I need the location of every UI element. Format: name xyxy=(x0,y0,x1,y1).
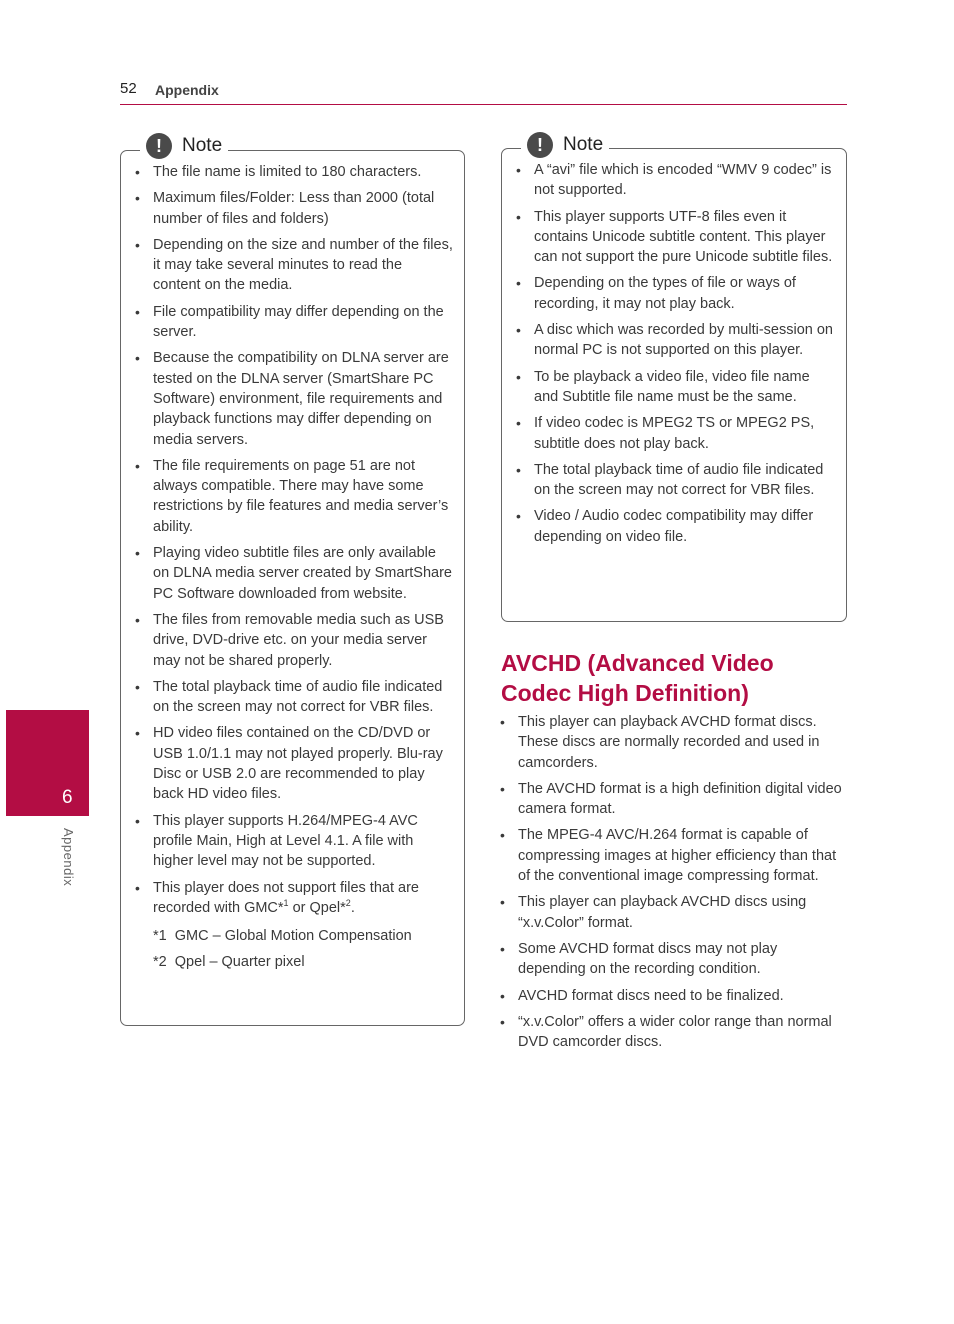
avchd-list xyxy=(500,712,846,1052)
header-section-title: Appendix xyxy=(155,82,219,98)
note-right-heading xyxy=(521,132,609,158)
list-item: • The AVCHD format is a high definition digital video camera format. xyxy=(500,780,842,818)
list-item: • This player supports H.264/MPEG-4 AVC profile Main, High at Level 4.1. A file with higher level may not be supported. xyxy=(135,812,418,870)
list-item: • HD video files contained on the CD/DVD or USB 1.0/1.1 may not played properly. Blu-ray Disc or USB 2.0 are recommended to play back HD video files. xyxy=(135,725,443,803)
list-item: • This player can playback AVCHD discs using “x.v.Color” format. xyxy=(500,894,807,931)
note-left-content xyxy=(135,162,453,972)
list-item: • A “avi” file which is encoded “WMV 9 codec” is not supported. xyxy=(516,162,832,199)
list-item: • To be playback a video file, video file name and Subtitle file name must be the same. xyxy=(516,368,810,405)
list-item: • “x.v.Color” offers a wider color range than normal DVD camcorder discs. xyxy=(500,1013,832,1051)
footnote-qpel: *2 Qpel – Quarter pixel xyxy=(153,954,305,971)
list-item: • Video / Audio codec compatibility may differ depending on video file. xyxy=(516,508,814,545)
avchd-content xyxy=(500,712,846,1058)
chapter-label: Appendix xyxy=(61,828,76,887)
note-left-heading xyxy=(140,133,228,159)
list-item: • Depending on the size and number of the files, it may take several minutes to read the content on the media. xyxy=(135,236,453,294)
list-item: • Playing video subtitle files are only available on DLNA media server created by SmartShare PC Software downloaded from website. xyxy=(135,545,452,602)
note-right-label: Note xyxy=(563,134,604,155)
list-item: • The MPEG-4 AVC/H.264 format is capable of compressing images at higher efficiency than that of the conventional image compressing format. xyxy=(500,827,837,885)
list-item: • File compatibility may differ depending on the server. xyxy=(135,303,444,341)
list-item: • Depending on the types of file or ways of recording, it may not play back. xyxy=(516,275,796,312)
list-item: • Because the compatibility on DLNA server are tested on the DLNA server (SmartShare PC Software) environment, file requirements and playback functions may differ depending on media servers. xyxy=(135,350,449,448)
note-left-label: Note xyxy=(182,135,223,156)
chapter-tab xyxy=(6,710,89,816)
list-item: • The file name is limited to 180 characters. xyxy=(135,164,422,180)
exclamation-icon: ! xyxy=(527,132,553,158)
list-item: • The files from removable media such as USB drive, DVD-drive etc. on your media server may not be shared properly. xyxy=(135,611,444,669)
list-item: • This player supports UTF-8 files even it contains Unicode subtitle content. This player can not support the pure Unicode subtitle files. xyxy=(516,208,833,266)
list-item: • The file requirements on page 51 are not always compatible. There may have some restrictions by file features and media server’s ability. xyxy=(135,457,449,535)
list-item: • This player can playback AVCHD format discs. These discs are normally recorded and used in camcorders. xyxy=(500,714,820,771)
list-item-gmc: • This player does not support files that are recorded with GMC*$^1$ or Qpel*$^2$. xyxy=(135,879,419,916)
list-item: • The total playback time of audio file indicated on the screen may not correct for VBR files. xyxy=(516,461,824,499)
note-right-list xyxy=(516,160,834,547)
note-left-list xyxy=(135,162,453,918)
note-right-content xyxy=(516,160,834,553)
footnote-gmc: *1 GMC – Global Motion Compensation xyxy=(153,928,412,945)
page-number: 52 xyxy=(120,80,137,97)
exclamation-icon: ! xyxy=(146,133,172,159)
list-item: • If video codec is MPEG2 TS or MPEG2 PS, subtitle does not play back. xyxy=(516,415,815,452)
list-item: • A disc which was recorded by multi-session on normal PC is not supported on this player. xyxy=(516,322,833,359)
header-rule xyxy=(120,104,847,105)
list-item: • The total playback time of audio file indicated on the screen may not correct for VBR files. xyxy=(135,678,443,716)
list-item: • Maximum files/Folder: Less than 2000 (total number of files and folders) xyxy=(135,190,435,227)
list-item: • AVCHD format discs need to be finalized. xyxy=(500,987,784,1004)
chapter-number: 6 xyxy=(62,787,73,808)
avchd-heading: AVCHD (Advanced Video Codec High Definition) xyxy=(501,650,774,706)
list-item: • Some AVCHD format discs may not play depending on the recording condition. xyxy=(500,940,778,978)
